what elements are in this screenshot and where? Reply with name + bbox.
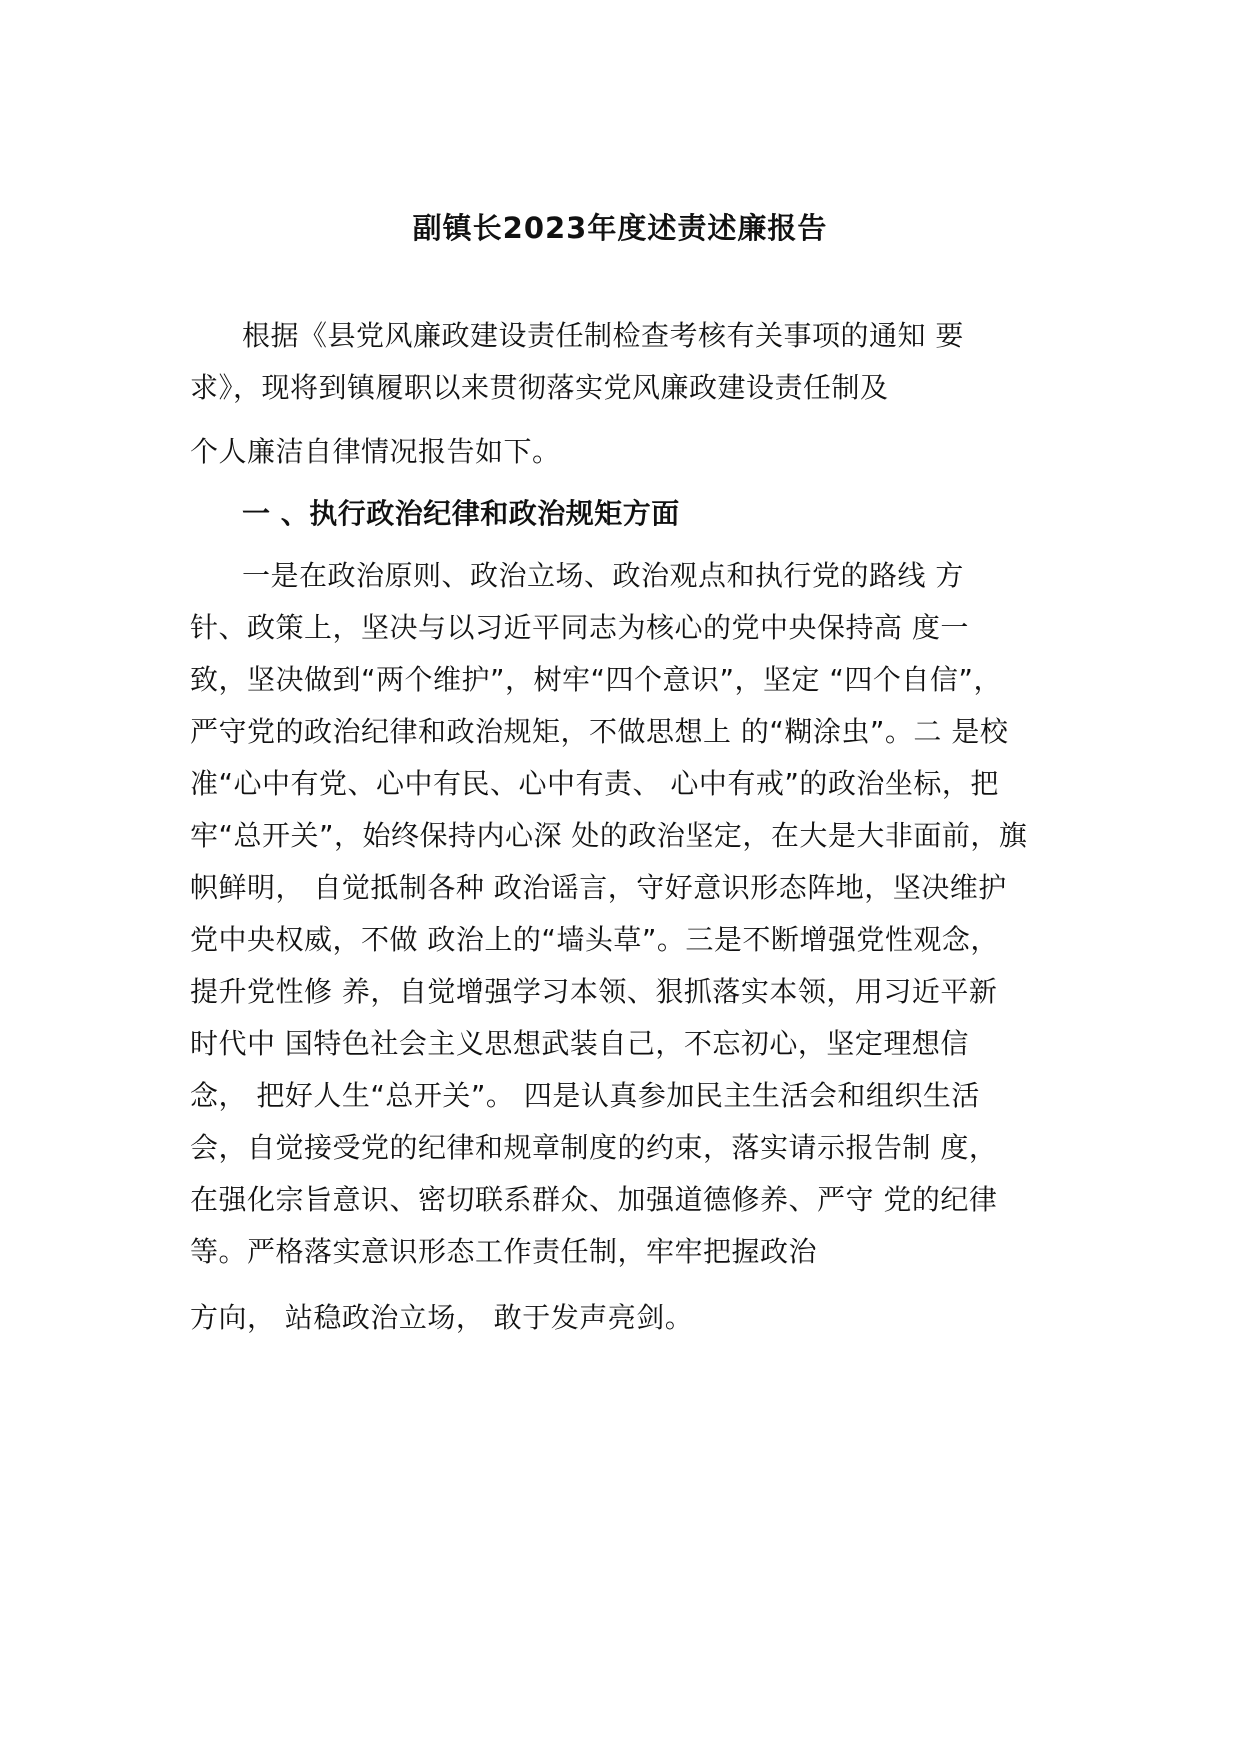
- paragraph-line: 求》，现将到镇履职以来贯彻落实党风廉政建设责任制及: [190, 371, 889, 404]
- paragraph-line: 针、政策上，坚决与以习近平同志为核心的党中央保持高 度一: [190, 611, 969, 644]
- paragraph-line: 念， 把好人生“总开关”。 四是认真参加民主生活会和组织生活: [190, 1079, 980, 1112]
- paragraph-line: 致，坚决做到“两个维护”，树牢“四个意识”，坚定 “四个自信”，: [190, 663, 1002, 696]
- document-title: 副镇长2023年度述责述廉报告: [412, 211, 828, 245]
- paragraph-line: 会，自觉接受党的纪律和规章制度的约束，落实请示报告制 度，: [190, 1131, 998, 1164]
- paragraph-line: 严守党的政治纪律和政治规矩，不做思想上 的“糊涂虫”。二 是校: [190, 715, 1009, 748]
- paragraph-line: 提升党性修 养，自觉增强学习本领、狠抓落实本领，用习近平新: [190, 975, 998, 1008]
- paragraph-line: 帜鲜明， 自觉抵制各种 政治谣言，守好意识形态阵地，坚决维护: [190, 871, 1007, 904]
- paragraph-line: 牢“总开关”，始终保持内心深 处的政治坚定，在大是大非面前，旗: [190, 819, 1028, 852]
- paragraph-line: 个人廉洁自律情况报告如下。: [190, 435, 561, 468]
- paragraph-line: 准“心中有党、心中有民、心中有责、 心中有戒”的政治坐标，把: [190, 767, 999, 800]
- paragraph-line: 时代中 国特色社会主义思想武装自己，不忘初心，坚定理想信: [190, 1027, 969, 1060]
- paragraph-line: 一是在政治原则、政治立场、政治观点和执行党的路线 方: [242, 559, 964, 592]
- paragraph-line: 方向， 站稳政治立场， 敢于发声亮剑。: [190, 1301, 694, 1334]
- paragraph-line: 根据《县党风廉政建设责任制检查考核有关事项的通知 要: [242, 319, 964, 352]
- paragraph-line: 等。严格落实意识形态工作责任制，牢牢把握政治: [190, 1235, 818, 1268]
- paragraph-line: 在强化宗旨意识、密切联系群众、加强道德修养、严守 党的纪律: [190, 1183, 998, 1216]
- paragraph-line: 党中央权威，不做 政治上的“墙头草”。三是不断增强党性观念，: [190, 923, 999, 956]
- section-heading: 一 、执行政治纪律和政治规矩方面: [242, 497, 680, 530]
